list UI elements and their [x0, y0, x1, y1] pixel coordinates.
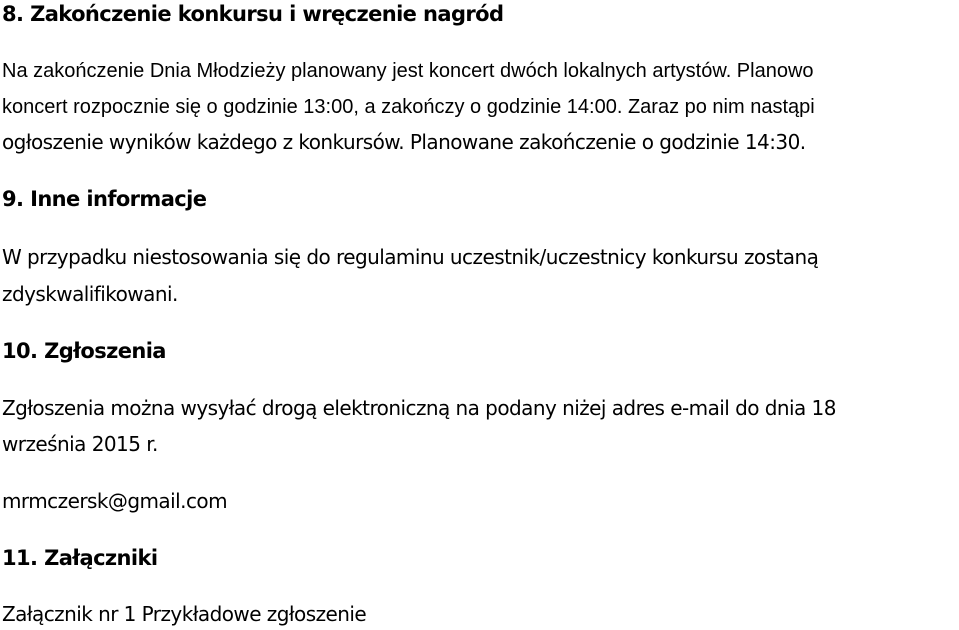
attachment-1: Załącznik nr 1 Przykładowe zgłoszenie	[2, 602, 367, 626]
section-8-line-2: koncert rozpocznie się o godzinie 13:00, a zakończy o godzinie 14:00. Zaraz po nim nastąpi	[2, 96, 815, 118]
section-11-heading: 11. Załączniki	[2, 546, 158, 570]
contact-email: mrmczersk@gmail.com	[2, 489, 228, 513]
section-10-heading: 10. Zgłoszenia	[2, 339, 166, 363]
section-8-line-1: Na zakończenie Dnia Młodzieży planowany jest koncert dwóch lokalnych artystów. Planowo	[2, 60, 814, 82]
section-10-line-2: września 2015 r.	[2, 432, 158, 456]
section-10-line-1: Zgłoszenia można wysyłać drogą elektroniczną na podany niżej adres e-mail do dnia 18	[2, 396, 836, 420]
section-8-line-3: ogłoszenie wyników każdego z konkursów. Planowane zakończenie o godzinie 14:30.	[2, 130, 806, 154]
section-9-line-2: zdyskwalifikowani.	[2, 282, 178, 306]
section-9-line-1: W przypadku niestosowania się do regulaminu uczestnik/uczestnicy konkursu zostaną	[2, 245, 819, 269]
section-9-heading: 9. Inne informacje	[2, 187, 207, 211]
section-8-heading: 8. Zakończenie konkursu i wręczenie nagród	[2, 2, 504, 26]
